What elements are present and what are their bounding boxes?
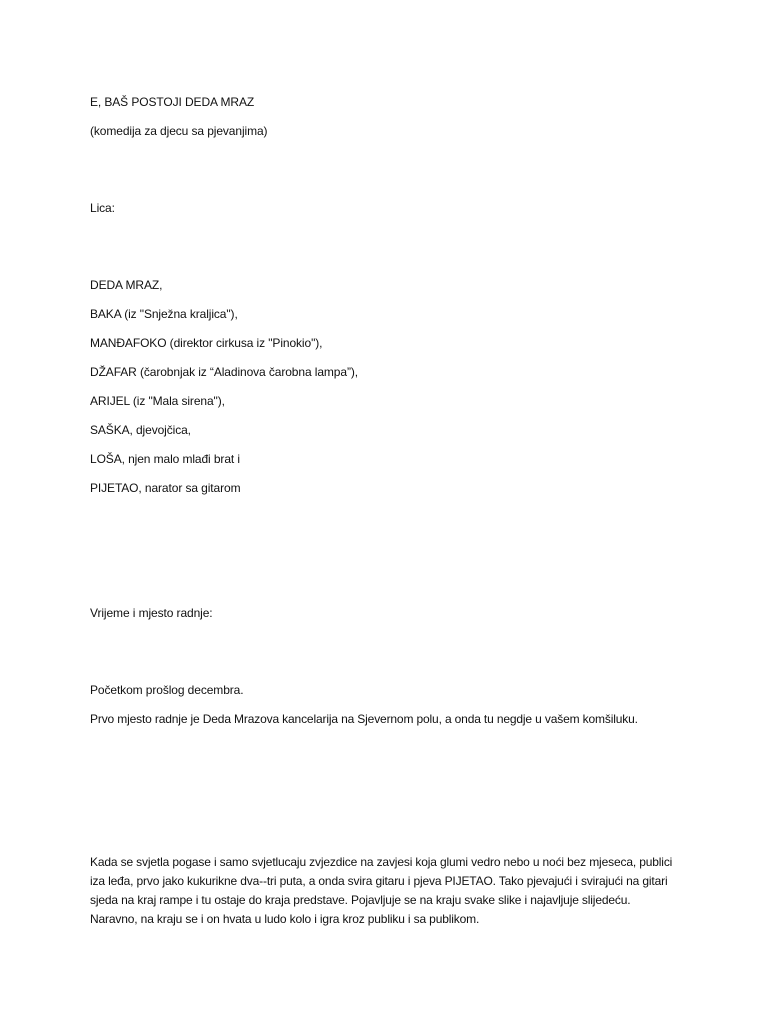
cast-item: ARIJEL (iz "Mala sirena"), [90, 394, 225, 408]
document-title: E, BAŠ POSTOJI DEDA MRAZ [90, 95, 255, 109]
cast-item: BAKA (iz "Snježna kraljica"), [90, 307, 238, 321]
cast-item: LOŠA, njen malo mlađi brat i [90, 452, 240, 466]
cast-heading: Lica: [90, 201, 115, 215]
scene-intro-paragraph: Kada se svjetla pogase i samo svjetlucaju zvjezdice na zavjesi koja glumi vedro nebo u noći bez mjeseca, publici iza leđa, prvo jako kukurikne dva--tri puta, a onda svira gitaru i pjeva PIJETAO. Tako pjevajući i svirajući na gitari sjeda na kraj rampe i tu ostaje do kraja predstave. Pojavljuje se na kraju svake slike i najavljuje slijedeću. Naravno, na kraju se i on hvata u ludo kolo i igra kroz publiku i sa publikom. [90, 855, 673, 926]
cast-item: DŽAFAR (čarobnjak iz “Aladinova čarobna lampa”), [90, 365, 358, 379]
setting-heading: Vrijeme i mjesto radnje: [90, 606, 213, 620]
cast-item: PIJETAO, narator sa gitarom [90, 481, 241, 495]
time-paragraph: Početkom prošlog decembra. [90, 683, 244, 697]
place-paragraph: Prvo mjesto radnje je Deda Mrazova kancelarija na Sjevernom polu, a onda tu negdje u vašem komšiluku. [90, 712, 638, 726]
document-subtitle: (komedija za djecu sa pjevanjima) [90, 124, 268, 138]
cast-item: MANĐAFOKO (direktor cirkusa iz "Pinokio"), [90, 336, 323, 350]
cast-item: SAŠKA, djevojčica, [90, 423, 191, 437]
cast-item: DEDA MRAZ, [90, 278, 163, 292]
